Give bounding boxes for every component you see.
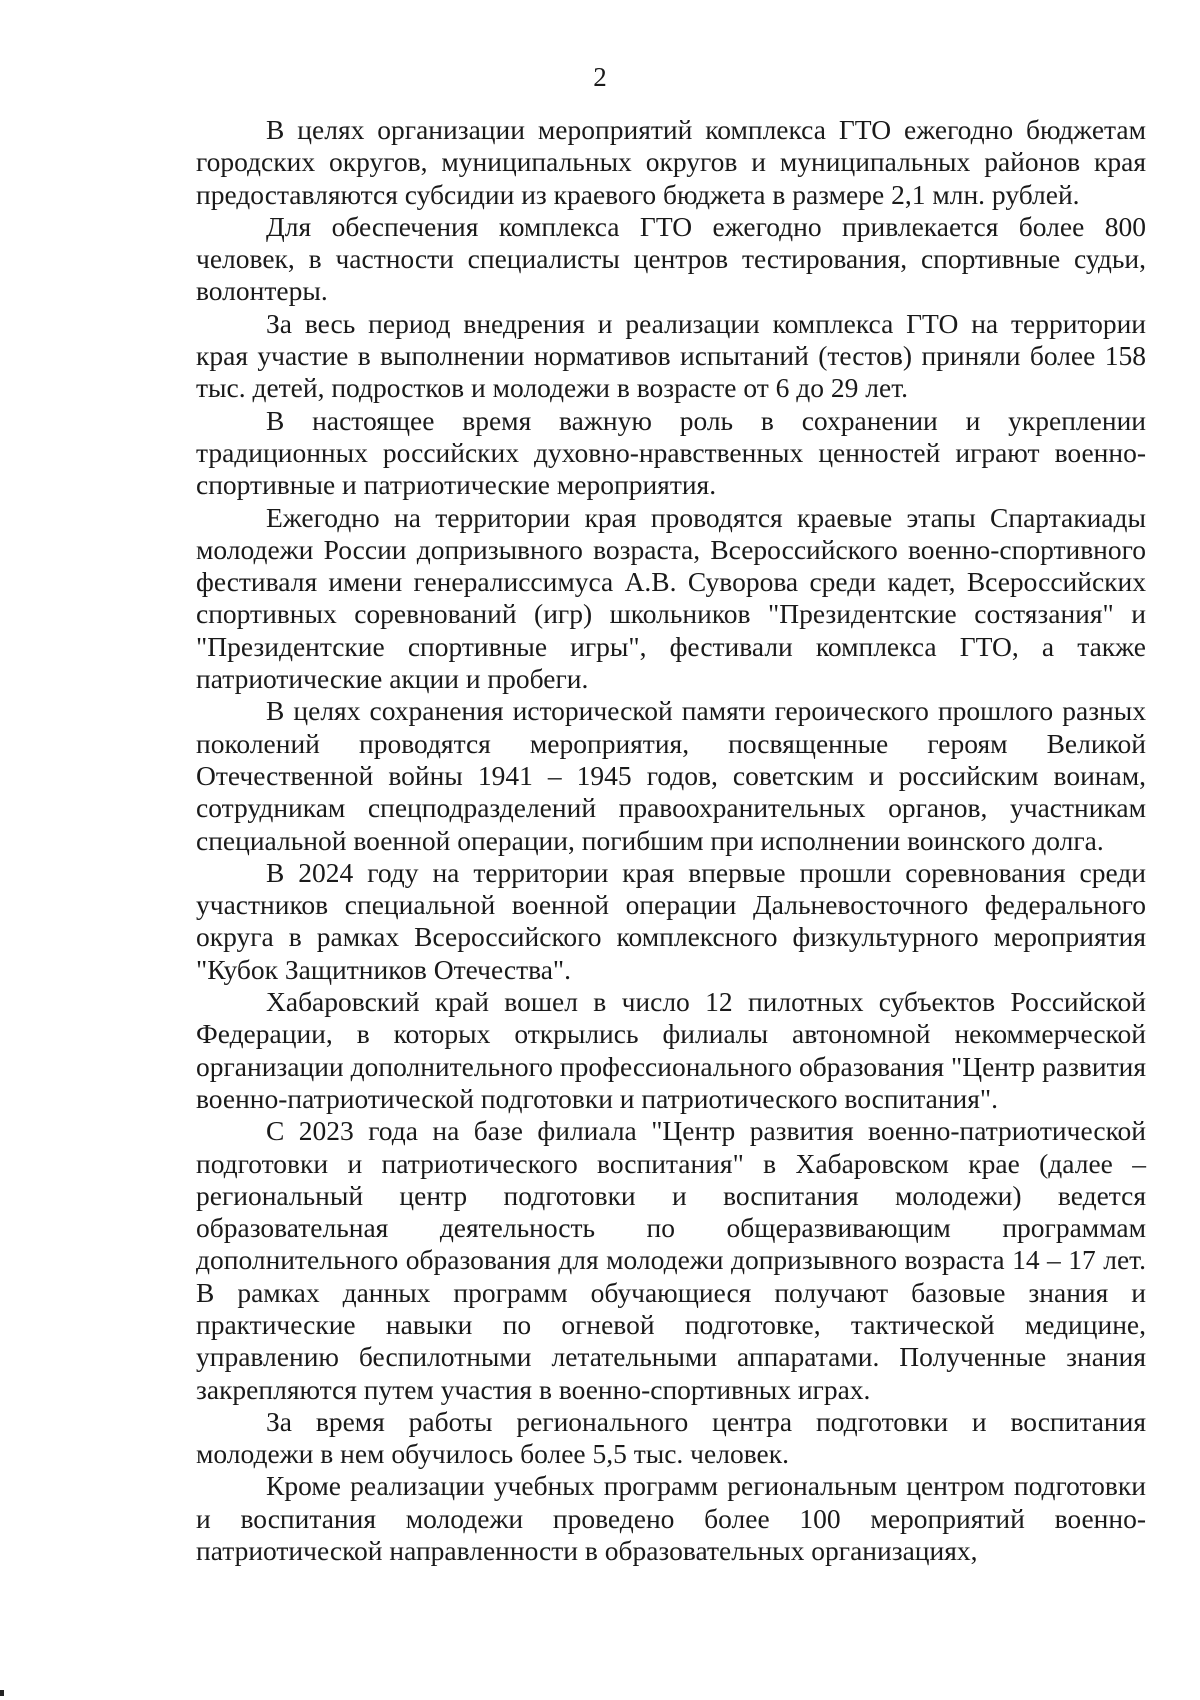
paragraph-gto-subsidies: В целях организации мероприятий комплекса ГТО ежегодно бюджетам городских округов, муниципальных округов и муниципальных районов края предоставляются субсидии из краевого бюджета в размере 2,1 млн. рублей. xyxy=(196,114,1146,210)
paragraph-patriotic-events: В настоящее время важную роль в сохранении и укреплении традиционных российских духовно-нравственных ценностей играют военно-спортивные и патриотические мероприятия. xyxy=(196,404,1146,501)
paragraph-pilot-regions: Хабаровский край вошел в число 12 пилотных субъектов Российской Федерации, в которых открылись филиалы автономной некоммерческой организации дополнительного профессионального образования "Центр развития военно-патриотической подготовки и патриотического воспитания". xyxy=(196,986,1146,1114)
page-number: 2 xyxy=(593,62,607,92)
paragraph-gto-participants: За весь период внедрения и реализации комплекса ГТО на территории края участие в выполнении нормативов испытаний (тестов) приняли более 158 тыс. детей, подростков и молодежи в возрасте от 6 до 29 лет. xyxy=(196,307,1146,404)
scan-artifact xyxy=(0,1690,4,1696)
paragraph-gto-staff: Для обеспечения комплекса ГТО ежегодно привлекается более 800 человек, в частности специалисты центров тестирования, спортивные судьи, волонтеры. xyxy=(196,210,1146,307)
paragraph-regional-center: С 2023 года на базе филиала "Центр развития военно-патриотической подготовки и патриотического воспитания" в Хабаровском крае (далее – региональный центр подготовки и воспитания молодежи) ведется образовательная деятельность по общеразвивающим программам дополнительного образования для молодежи допризывного возраста 14 – 17 лет. В рамках данных программ обучающиеся получают базовые знания и практические навыки по огневой подготовке, тактической медицине, управлению беспилотными летательными аппаратами. Полученные знания закрепляются путем участия в военно-спортивных играх. xyxy=(196,1115,1146,1405)
paragraph-defenders-cup: В 2024 году на территории края впервые прошли соревнования среди участников специальной военной операции Дальневосточного федерального округа в рамках Всероссийского комплексного физкультурного мероприятия "Кубок Защитников Отечества". xyxy=(196,856,1146,985)
paragraph-events-held: Кроме реализации учебных программ региональным центром подготовки и воспитания молодежи проведено более 100 мероприятий военно-патриотической направленности в образовательных организациях, xyxy=(196,1470,1146,1567)
paragraph-historical-memory: В целях сохранения исторической памяти героического прошлого разных поколений проводятся мероприятия, посвященные героям Великой Отечественной войны 1941 – 1945 годов, советским и российским воинам, сотрудникам спецподразделений правоохранительных органов, участникам специальной военной операции, погибшим при исполнении воинского долга. xyxy=(196,695,1146,856)
paragraph-annual-competitions: Ежегодно на территории края проводятся краевые этапы Спартакиады молодежи России допризывного возраста, Всероссийского военно-спортивного фестиваля имени генералиссимуса А.В. Суворова среди кадет, Всероссийских спортивных соревнований (игр) школьников "Президентские состязания" и "Президентские спортивные игры", фестивали комплекса ГТО, а также патриотические акции и пробеги. xyxy=(196,501,1146,695)
paragraph-trained-count: За время работы регионального центра подготовки и воспитания молодежи в нем обучилось более 5,5 тыс. человек. xyxy=(196,1405,1146,1470)
document-body xyxy=(196,114,1146,1567)
